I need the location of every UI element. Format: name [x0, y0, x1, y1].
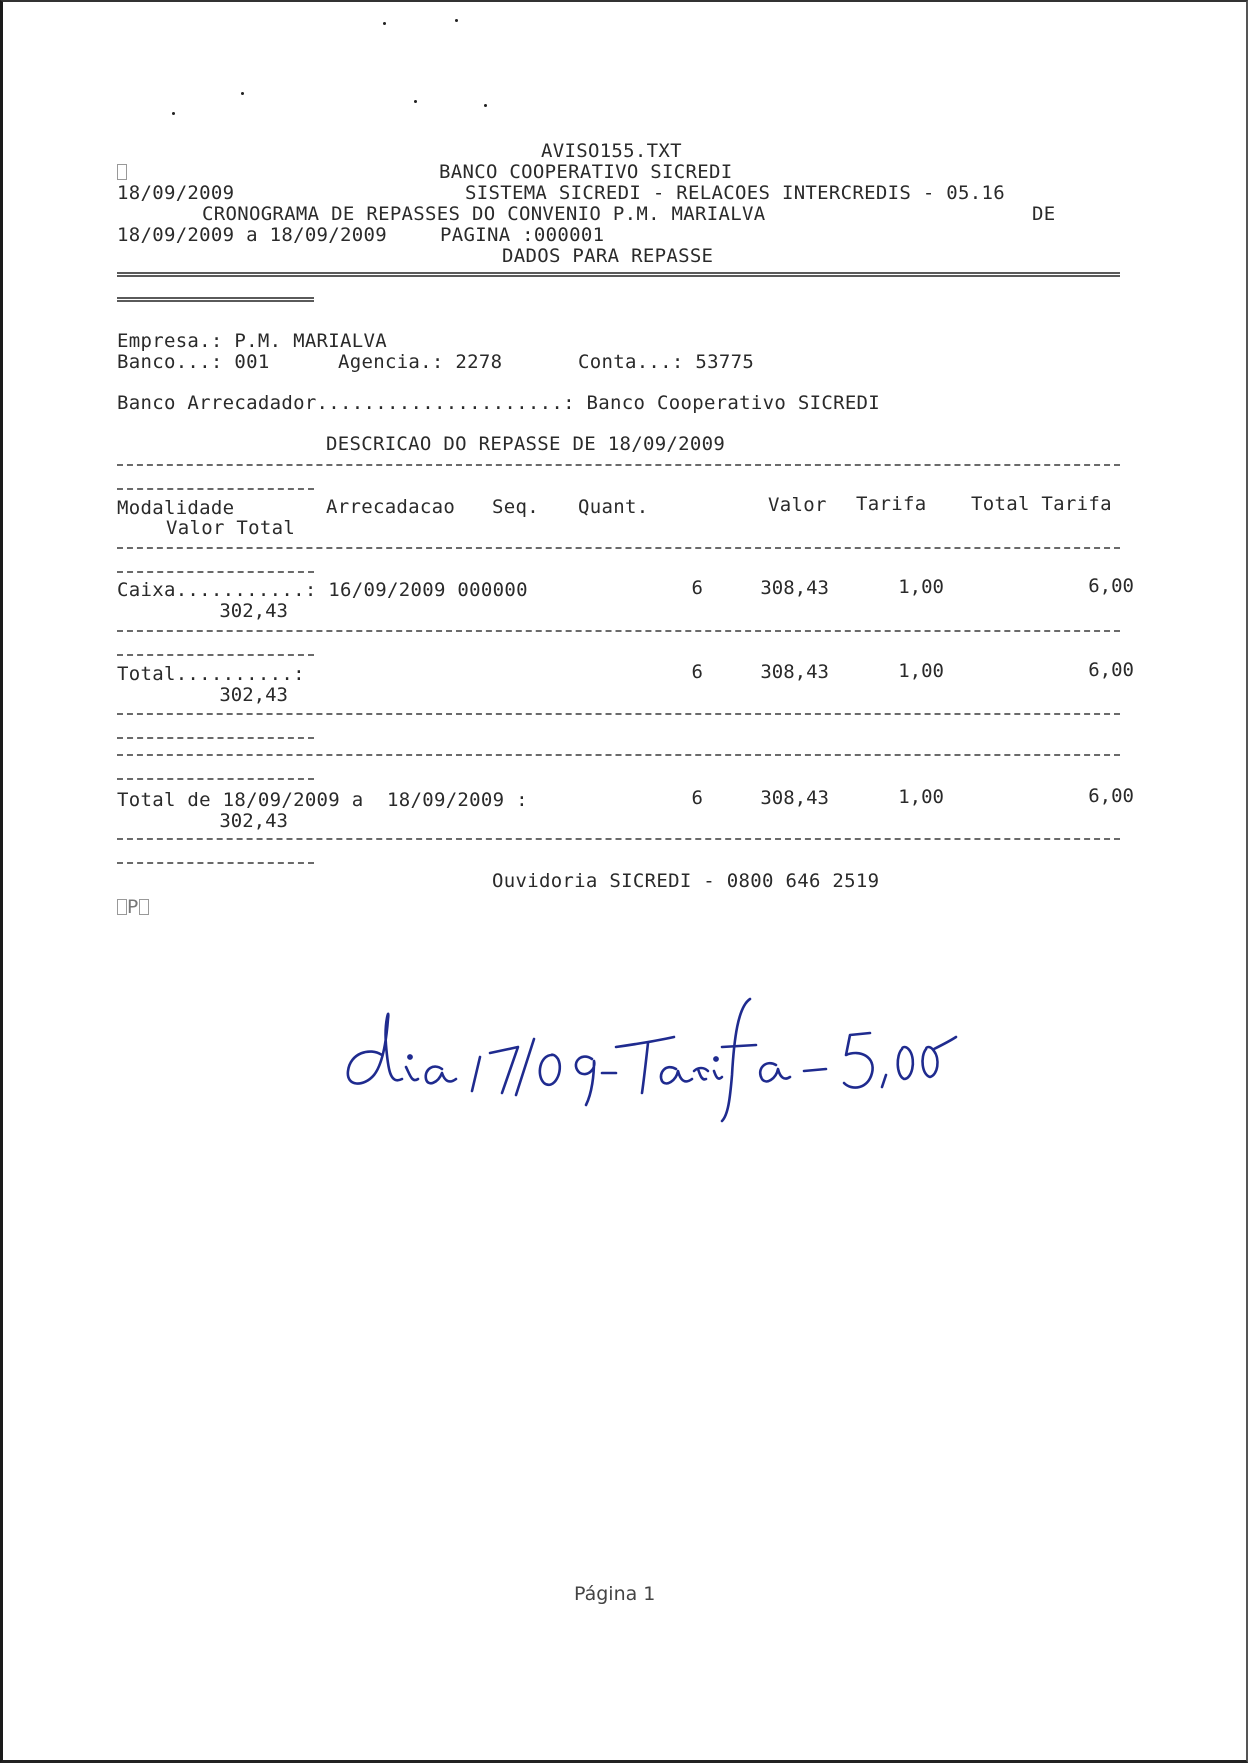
- row-total-valor-total: 302,43: [219, 684, 288, 706]
- bank-name: BANCO COOPERATIVO SICREDI: [439, 161, 733, 183]
- row-caixa-total-tarifa: 6,00: [1088, 575, 1134, 597]
- row-caixa-valor-total: 302,43: [219, 600, 288, 622]
- dashed-rule: [117, 630, 1120, 632]
- col-arrecadacao: Arrecadacao: [326, 496, 456, 518]
- handwritten-note: [330, 975, 1050, 1139]
- section-title: DADOS PARA REPASSE: [502, 245, 714, 267]
- col-tarifa: Tarifa: [856, 493, 927, 515]
- double-rule: [117, 272, 1120, 277]
- cronograma-line: CRONOGRAMA DE REPASSES DO CONVENIO P.M. MARIALVA: [202, 203, 766, 225]
- row-period-total-tarifa: 1,00: [898, 786, 944, 808]
- row-caixa-label: Caixa...........: 16/09/2009 000000: [117, 579, 528, 601]
- col-valor: Valor: [768, 494, 827, 516]
- empresa-line: Empresa.: P.M. MARIALVA: [117, 330, 387, 352]
- period-line: 18/09/2009 a 18/09/2009: [117, 224, 387, 246]
- col-seq: Seq.: [492, 496, 539, 518]
- de-label: DE: [1032, 203, 1056, 225]
- scan-speck: [172, 112, 175, 115]
- row-total-label: Total..........:: [117, 663, 305, 685]
- arrecadador-line: Banco Arrecadador.....................: Banco Cooperativo SICREDI: [117, 392, 881, 414]
- scan-speck: [241, 92, 244, 95]
- dashed-rule-wrap: [117, 654, 314, 656]
- scan-speck: [455, 19, 458, 22]
- col-valor-total: Valor Total: [166, 517, 296, 539]
- row-period-total-valor-total: 302,43: [219, 810, 288, 832]
- scan-speck: [484, 104, 487, 107]
- dashed-rule-wrap: [117, 778, 314, 780]
- ouvidoria-line: Ouvidoria SICREDI - 0800 646 2519: [492, 870, 880, 892]
- filename: AVISO155.TXT: [541, 140, 682, 162]
- repasse-title: DESCRICAO DO REPASSE DE 18/09/2009: [326, 433, 726, 455]
- conta-line: Conta...: 53775: [578, 351, 755, 373]
- page-break-marker-letter: P: [127, 896, 139, 918]
- system-line: SISTEMA SICREDI - RELACOES INTERCREDIS - 05.16: [465, 182, 1005, 204]
- row-caixa-valor: 308,43: [760, 577, 829, 599]
- scan-speck: [383, 22, 386, 25]
- dashed-rule: [117, 713, 1120, 715]
- row-total-tarifa: 1,00: [898, 660, 944, 682]
- col-modalidade: Modalidade: [117, 497, 235, 519]
- page-number: Página 1: [574, 1583, 656, 1605]
- row-period-total-label: Total de 18/09/2009 a 18/09/2009 :: [117, 789, 528, 811]
- row-total-valor: 308,43: [760, 661, 829, 683]
- row-period-total-valor: 308,43: [760, 787, 829, 809]
- dashed-rule: [117, 838, 1120, 840]
- agencia-line: Agencia.: 2278: [338, 351, 503, 373]
- row-total-quant: 6: [691, 661, 703, 683]
- dashed-rule: [117, 754, 1120, 756]
- dashed-rule-wrap: [117, 488, 314, 490]
- page-break-marker: [117, 897, 149, 918]
- report-date: 18/09/2009: [117, 182, 235, 204]
- col-total-tarifa: Total Tarifa: [971, 493, 1112, 515]
- form-feed-glyph: [117, 162, 127, 183]
- row-period-total-total-tarifa: 6,00: [1088, 785, 1134, 807]
- dashed-rule-wrap: [117, 737, 314, 739]
- dashed-rule-wrap: [117, 862, 314, 864]
- double-rule-wrap: [117, 297, 314, 302]
- dashed-rule: [117, 464, 1120, 466]
- dashed-rule: [117, 547, 1120, 549]
- row-period-total-quant: 6: [691, 787, 703, 809]
- banco-line: Banco...: 001: [117, 351, 270, 373]
- row-caixa-quant: 6: [691, 577, 703, 599]
- scan-speck: [414, 100, 417, 103]
- row-total-total-tarifa: 6,00: [1088, 659, 1134, 681]
- dashed-rule-wrap: [117, 571, 314, 573]
- pagina-line: PAGINA :000001: [440, 224, 605, 246]
- row-caixa-tarifa: 1,00: [898, 576, 944, 598]
- col-quant: Quant.: [578, 496, 649, 518]
